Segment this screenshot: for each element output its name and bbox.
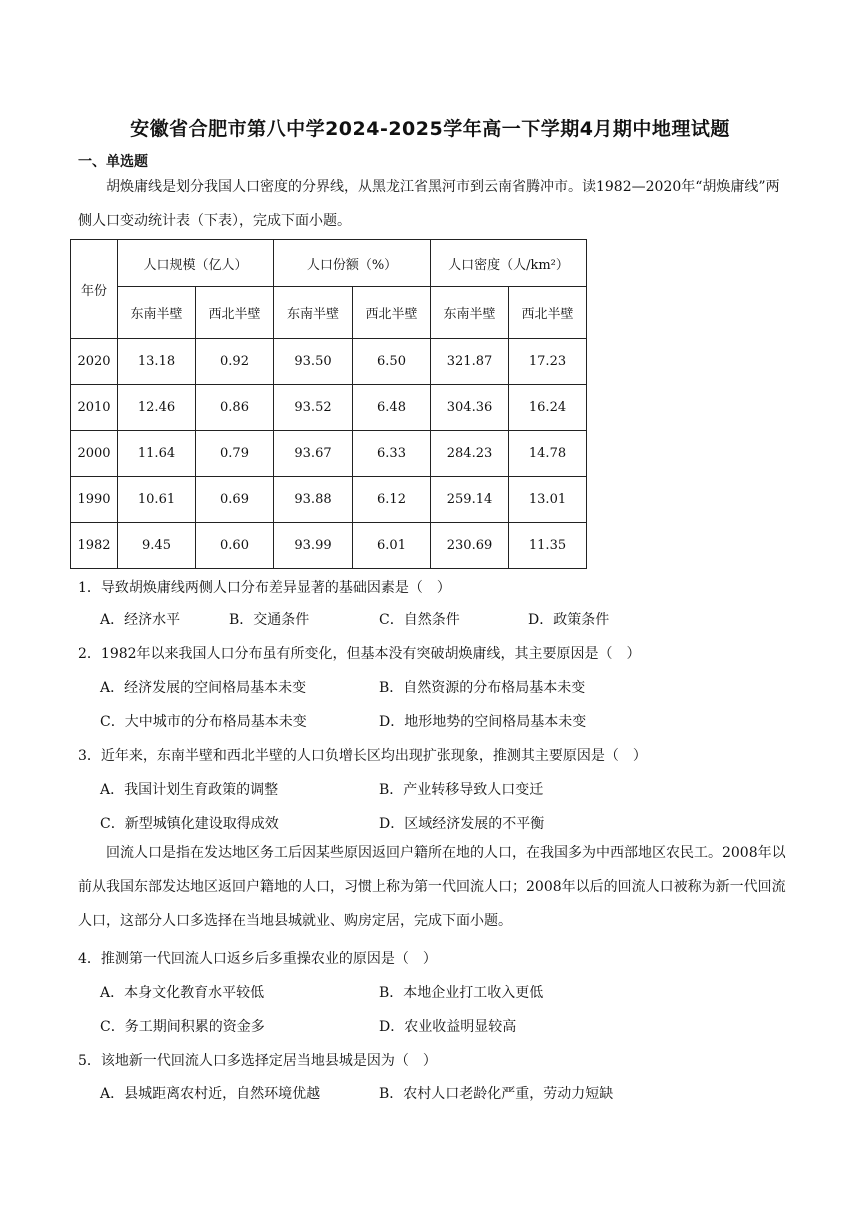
- table-cell: 14.78: [509, 431, 587, 477]
- table-row: [71, 523, 587, 569]
- table-cell: 2010: [71, 385, 118, 431]
- table-cell: 6.33: [353, 431, 431, 477]
- table-cell: 93.88: [274, 477, 353, 523]
- table-cell: 0.69: [196, 477, 274, 523]
- table-cell: 13.18: [118, 339, 196, 385]
- table-subheader: 东南半壁: [274, 287, 353, 339]
- table-cell: 304.36: [431, 385, 509, 431]
- table-cell: 0.92: [196, 339, 274, 385]
- passage-1: 胡焕庸线是划分我国人口密度的分界线，从黑龙江省黑河市到云南省腾冲市。读1982—2020年“胡焕庸线”两侧人口变动统计表（下表），完成下面小题。: [78, 179, 780, 229]
- table-cell: 11.35: [509, 523, 587, 569]
- table-cell: 13.01: [509, 477, 587, 523]
- question-1-option-b[interactable]: B．交通条件: [229, 612, 310, 628]
- question-2-option-c[interactable]: C．大中城市的分布格局基本未变: [100, 714, 307, 730]
- table-cell: 93.50: [274, 339, 353, 385]
- table-cell: 0.86: [196, 385, 274, 431]
- table-subheader: 东南半壁: [431, 287, 509, 339]
- table-subheader: 东南半壁: [118, 287, 196, 339]
- table-group-header: 人口份额（%）: [274, 240, 431, 287]
- question-4-option-a[interactable]: A．本身文化教育水平较低: [100, 985, 265, 1001]
- table-cell: 12.46: [118, 385, 196, 431]
- table-subheader: 西北半壁: [353, 287, 431, 339]
- table-cell: 11.64: [118, 431, 196, 477]
- table-cell: 2020: [71, 339, 118, 385]
- table-row: [71, 477, 587, 523]
- section-heading: 一、单选题: [78, 154, 148, 170]
- table-cell: 6.48: [353, 385, 431, 431]
- population-table: [70, 239, 587, 569]
- table-cell: 6.50: [353, 339, 431, 385]
- table-cell: 6.12: [353, 477, 431, 523]
- question-5-stem: 5．该地新一代回流人口多选择定居当地县城是因为（ ）: [78, 1053, 437, 1069]
- table-cell: 284.23: [431, 431, 509, 477]
- table-cell: 9.45: [118, 523, 196, 569]
- table-cell: 259.14: [431, 477, 509, 523]
- question-1-option-a[interactable]: A．经济水平: [100, 612, 181, 628]
- table-group-header: 人口规模（亿人）: [118, 240, 274, 287]
- table-cell: 93.52: [274, 385, 353, 431]
- table-cell: 6.01: [353, 523, 431, 569]
- table-row: [71, 339, 587, 385]
- table-cell: 230.69: [431, 523, 509, 569]
- question-4-option-d[interactable]: D．农业收益明显较高: [379, 1019, 517, 1035]
- table-cell: 16.24: [509, 385, 587, 431]
- table-cell: 17.23: [509, 339, 587, 385]
- table-cell: 93.67: [274, 431, 353, 477]
- question-3-option-b[interactable]: B．产业转移导致人口变迁: [379, 782, 544, 798]
- table-subheader: 西北半壁: [196, 287, 274, 339]
- question-1-option-d[interactable]: D．政策条件: [528, 612, 610, 628]
- question-3-option-d[interactable]: D．区域经济发展的不平衡: [379, 816, 545, 832]
- question-2-option-d[interactable]: D．地形地势的空间格局基本未变: [379, 714, 587, 730]
- table-cell: 0.79: [196, 431, 274, 477]
- question-4-stem: 4．推测第一代回流人口返乡后多重操农业的原因是（ ）: [78, 951, 437, 967]
- question-4-option-b[interactable]: B．本地企业打工收入更低: [379, 985, 544, 1001]
- question-2-option-a[interactable]: A．经济发展的空间格局基本未变: [100, 680, 307, 696]
- table-group-header: 人口密度（人/km²）: [431, 240, 587, 287]
- table-cell: 321.87: [431, 339, 509, 385]
- question-4-option-c[interactable]: C．务工期间积累的资金多: [100, 1019, 265, 1035]
- question-5-option-a[interactable]: A．县城距离农村近，自然环境优越: [100, 1086, 321, 1102]
- question-1-stem: 1．导致胡焕庸线两侧人口分布差异显著的基础因素是（ ）: [78, 580, 451, 596]
- table-header-year: 年份: [71, 240, 118, 339]
- passage-2: 回流人口是指在发达地区务工后因某些原因返回户籍所在地的人口，在我国多为中西部地区农民工。2008年以前从我国东部发达地区返回户籍地的人口，习惯上称为第一代回流人口；2008年以后的回流人口被称为新一代回流人口，这部分人口多选择在当地县城就业、购房定居，完成下面小题。: [78, 845, 786, 929]
- table-subheader: 西北半壁: [509, 287, 587, 339]
- question-2-option-b[interactable]: B．自然资源的分布格局基本未变: [379, 680, 586, 696]
- table-cell: 93.99: [274, 523, 353, 569]
- page-title: 安徽省合肥市第八中学2024-2025学年高一下学期4月期中地理试题: [130, 118, 730, 140]
- table-cell: 10.61: [118, 477, 196, 523]
- question-3-option-a[interactable]: A．我国计划生育政策的调整: [100, 782, 279, 798]
- table-row: [71, 431, 587, 477]
- table-cell: 1982: [71, 523, 118, 569]
- question-1-option-c[interactable]: C．自然条件: [379, 612, 460, 628]
- table-cell: 0.60: [196, 523, 274, 569]
- question-2-stem: 2．1982年以来我国人口分布虽有所变化，但基本没有突破胡焕庸线，其主要原因是（ ）: [78, 646, 641, 662]
- question-3-option-c[interactable]: C．新型城镇化建设取得成效: [100, 816, 279, 832]
- question-3-stem: 3．近年来，东南半壁和西北半壁的人口负增长区均出现扩张现象，推测其主要原因是（ ）: [78, 748, 647, 764]
- question-5-option-b[interactable]: B．农村人口老龄化严重，劳动力短缺: [379, 1086, 614, 1102]
- table-cell: 2000: [71, 431, 118, 477]
- table-cell: 1990: [71, 477, 118, 523]
- table-row: [71, 385, 587, 431]
